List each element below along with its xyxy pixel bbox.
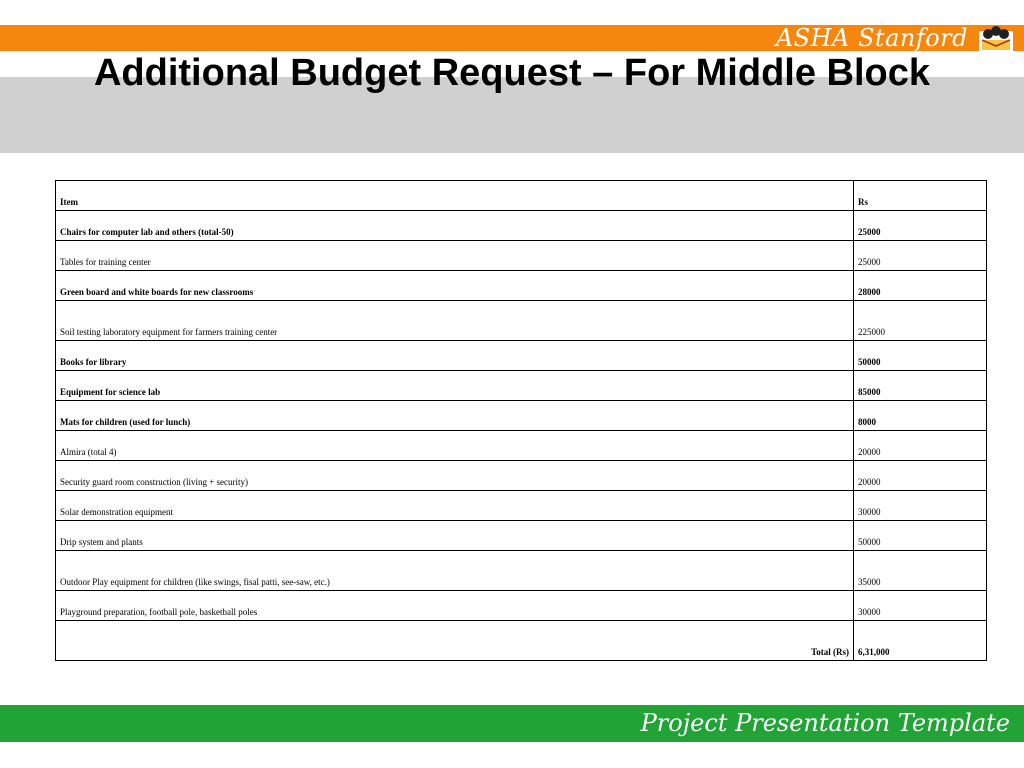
table-row	[56, 551, 987, 591]
rs-cell: 25000	[854, 211, 987, 241]
rs-cell: 225000	[854, 301, 987, 341]
table-row	[56, 241, 987, 271]
table-row	[56, 431, 987, 461]
rs-cell: 8000	[854, 401, 987, 431]
column-header-item: Item	[56, 181, 854, 211]
table-row	[56, 371, 987, 401]
total-row	[56, 621, 987, 661]
rs-cell: 85000	[854, 371, 987, 401]
item-cell: Security guard room construction (living + security)	[56, 461, 854, 491]
rs-cell: 30000	[854, 591, 987, 621]
item-cell: Chairs for computer lab and others (total-50)	[56, 211, 854, 241]
item-cell: Green board and white boards for new classrooms	[56, 271, 854, 301]
item-cell: Solar demonstration equipment	[56, 491, 854, 521]
total-label: Total (Rs)	[56, 621, 854, 661]
item-cell: Soil testing laboratory equipment for farmers training center	[56, 301, 854, 341]
item-cell: Equipment for science lab	[56, 371, 854, 401]
item-cell: Almira (total 4)	[56, 431, 854, 461]
rs-cell: 20000	[854, 461, 987, 491]
item-cell: Mats for children (used for lunch)	[56, 401, 854, 431]
table-row	[56, 491, 987, 521]
budget-table	[55, 180, 987, 661]
table-row	[56, 591, 987, 621]
item-cell: Drip system and plants	[56, 521, 854, 551]
rs-cell: 50000	[854, 521, 987, 551]
item-cell: Books for library	[56, 341, 854, 371]
table-row	[56, 341, 987, 371]
rs-cell: 50000	[854, 341, 987, 371]
footer-text: Project Presentation Template	[640, 709, 1010, 737]
item-cell: Outdoor Play equipment for children (like swings, fisal patti, see-saw, etc.)	[56, 551, 854, 591]
column-header-rs: Rs	[854, 181, 987, 211]
table-row	[56, 211, 987, 241]
rs-cell: 30000	[854, 491, 987, 521]
table-row	[56, 301, 987, 341]
item-cell: Playground preparation, football pole, basketball poles	[56, 591, 854, 621]
total-value: 6,31,000	[854, 621, 987, 661]
table-row	[56, 401, 987, 431]
rs-cell: 35000	[854, 551, 987, 591]
table-row	[56, 271, 987, 301]
rs-cell: 25000	[854, 241, 987, 271]
item-cell: Tables for training center	[56, 241, 854, 271]
rs-cell: 28000	[854, 271, 987, 301]
table-row	[56, 521, 987, 551]
brand-name: ASHA Stanford	[775, 24, 968, 52]
table-header-row	[56, 181, 987, 211]
rs-cell: 20000	[854, 431, 987, 461]
table-row	[56, 461, 987, 491]
page-title: Additional Budget Request – For Middle Block	[93, 52, 931, 94]
